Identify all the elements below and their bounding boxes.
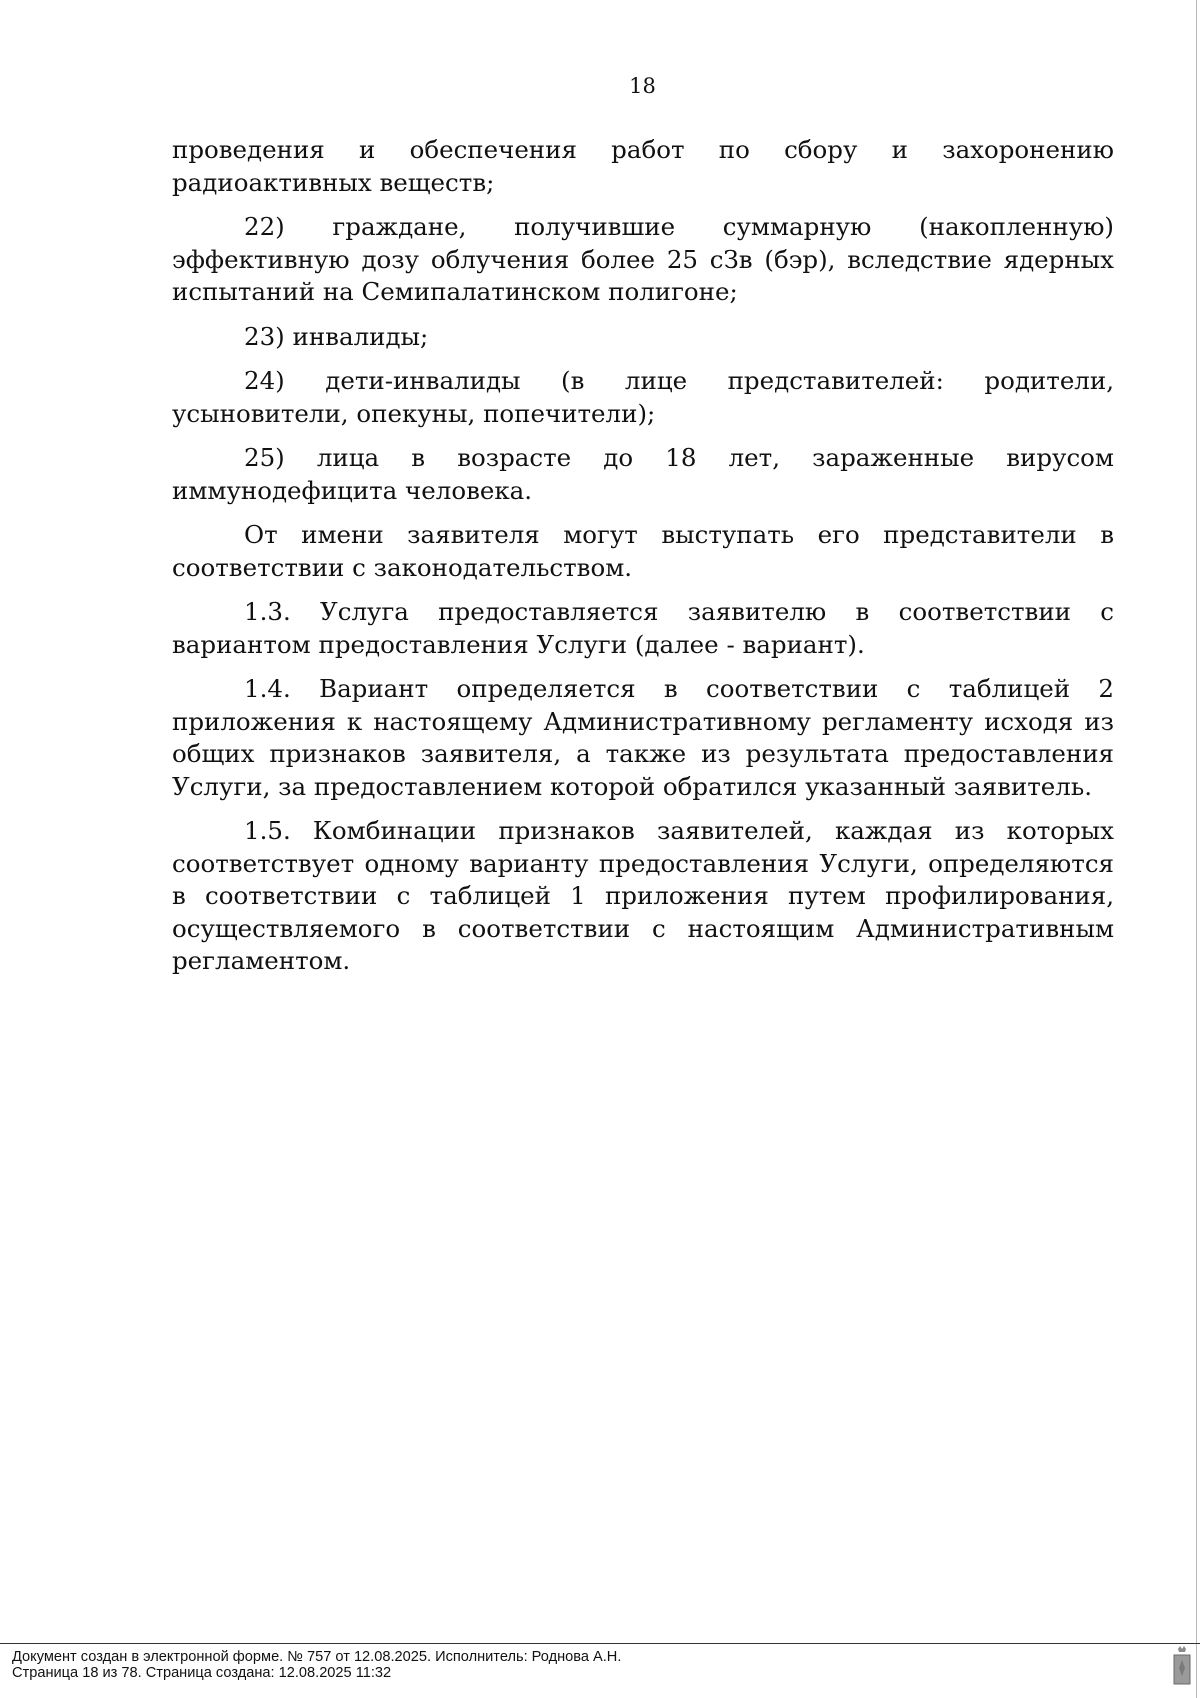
paragraph-section-1-4: 1.4. Вариант определяется в соответствии с таблицей 2 приложения к настоящему Административному регламенту исходя из общих признаков заявителя, а также из результата предоставления Услуги, за предоставлением которой обратился указанный заявитель. — [172, 674, 1114, 801]
paragraph-section-1-3: 1.3. Услуга предоставляется заявителю в соответствии с вариантом предоставления Услуги (далее - вариант). — [172, 597, 1114, 659]
paragraph-item-22: 22) граждане, получившие суммарную (накопленную) эффективную дозу облучения более 25 сЗв (бэр), вследствие ядерных испытаний на Семипалатинском полигоне; — [172, 212, 1114, 306]
document-body — [172, 134, 1114, 990]
paragraph-item-25: 25) лица в возрасте до 18 лет, зараженные вирусом иммунодефицита человека. — [172, 443, 1114, 505]
coat-of-arms-icon — [1170, 1646, 1194, 1686]
paragraph-item-23: 23) инвалиды; — [244, 321, 429, 351]
page-right-border — [1196, 0, 1197, 1698]
page-number: 18 — [629, 74, 656, 98]
document-footer — [12, 1649, 621, 1681]
footer-divider — [0, 1643, 1200, 1644]
footer-line-document-info: Документ создан в электронной форме. № 757 от 12.08.2025. Исполнитель: Роднова А.Н. — [12, 1649, 622, 1665]
paragraph-item-24: 24) дети-инвалиды (в лице представителей: родители, усыновители, опекуны, попечители); — [172, 366, 1114, 428]
paragraph-section-1-5: 1.5. Комбинации признаков заявителей, каждая из которых соответствует одному варианту предоставления Услуги, определяются в соответствии с таблицей 1 приложения путем профилирования, осуществляемого в соответствии с настоящим Административным регламентом. — [172, 816, 1114, 975]
paragraph-continuation: проведения и обеспечения работ по сбору и захоронению радиоактивных веществ; — [172, 135, 1114, 197]
footer-line-page-info: Страница 18 из 78. Страница создана: 12.08.2025 11:32 — [12, 1665, 392, 1681]
paragraph-representatives: От имени заявителя могут выступать его представители в соответствии с законодательством. — [172, 520, 1114, 582]
